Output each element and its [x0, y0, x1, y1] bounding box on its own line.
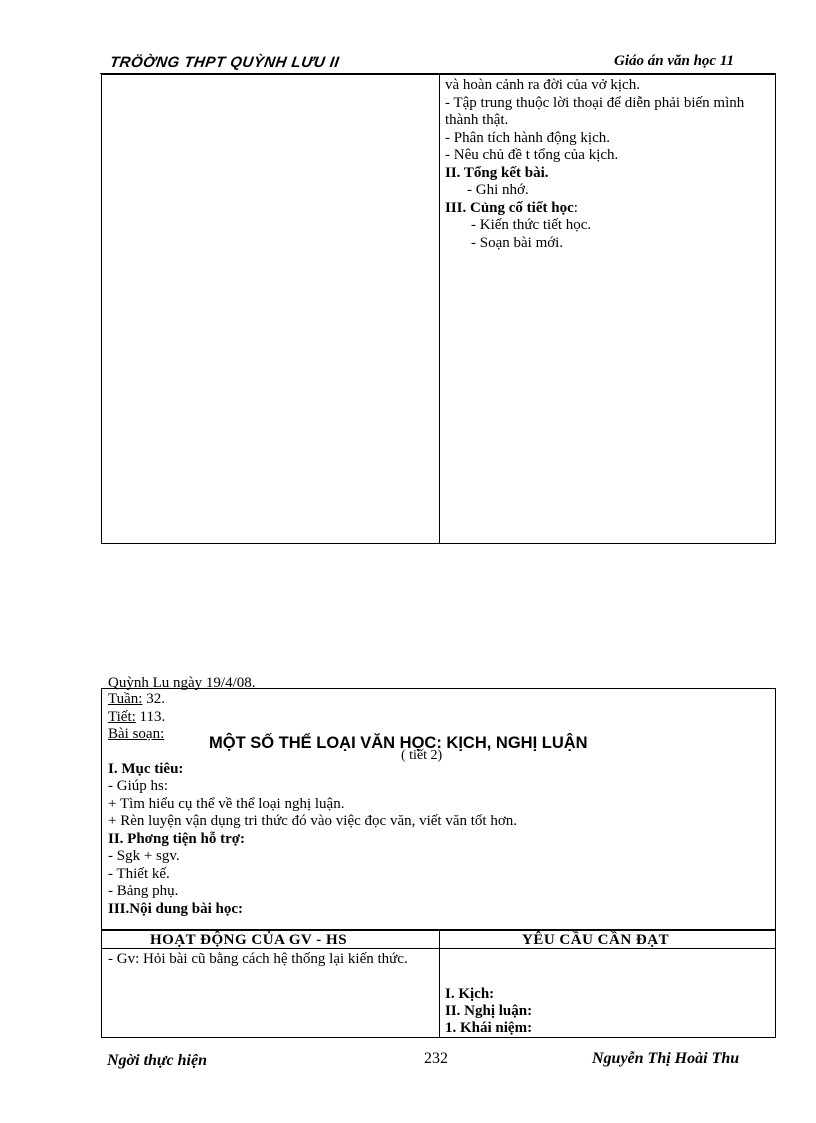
lesson-info: [108, 691, 768, 918]
col-header-requirements: YÊU CẦU CẦN ĐẠT: [522, 932, 670, 948]
week-row: Tuần: 32.: [108, 691, 165, 707]
tool-line: - Thiết kế.: [108, 865, 170, 882]
objective-line: + Rèn luyện vận dụng tri thức đó vào việc đọc văn, viết văn tốt hơn.: [108, 813, 518, 829]
requirement-item: I. Kịch:: [445, 986, 495, 1002]
req-line: - Tập trung thuộc lời thoại để diễn phải biến mình thành thật.: [445, 94, 745, 128]
summary-item: - Ghi nhớ.: [467, 182, 529, 198]
subject-title: Giáo án văn học 11: [614, 53, 735, 69]
page-number: 232: [424, 1050, 448, 1067]
review-item: - Soạn bài mới.: [471, 234, 564, 251]
requirement-item: II. Nghị luận:: [445, 1003, 533, 1019]
req-line: - Phân tích hành động kịch.: [445, 129, 610, 146]
column-divider: [439, 75, 440, 543]
activity-text: - Gv: Hỏi bài cũ bằng cách hệ thống lại kiến thức.: [108, 951, 408, 967]
plan-row: Bài soạn:: [108, 726, 165, 742]
continuation-table: [101, 74, 776, 544]
objective-line: + Tìm hiểu cụ thể về thể loại nghị luận.: [108, 795, 345, 812]
lesson-title: MỘT SỐ THỂ LOẠI VĂN HỌC: KỊCH, NGHỊ LUẬN: [209, 734, 588, 752]
footer-author-name: Nguyễn Thị Hoài Thu: [592, 1050, 740, 1067]
objectives-heading: I. Mục tiêu:: [108, 760, 184, 777]
review-item: - Kiến thức tiết học.: [471, 217, 592, 233]
req-line: - Nêu chủ đề t tổng của kịch.: [445, 147, 619, 163]
requirements-column: [445, 77, 770, 252]
date-line: Quỳnh Lu ngày 19/4/08.: [108, 675, 256, 691]
requirement-item: 1. Khái niệm:: [445, 1020, 533, 1036]
content-heading: III.Nội dung bài học:: [108, 900, 244, 917]
review-heading: III. Củng cố tiết học:: [445, 199, 578, 216]
col-header-activities: HOẠT ĐỘNG CỦA GV - HS: [150, 932, 348, 948]
summary-heading: II. Tổng kết bài.: [445, 164, 549, 181]
period-row: Tiết: 113.: [108, 708, 166, 725]
footer-author-label: Ngời thực hiện: [107, 1052, 207, 1069]
tool-line: - Bảng phụ.: [108, 883, 179, 899]
tools-heading: II. Phơng tiện hỗ trợ:: [108, 830, 246, 847]
tool-line: - Sgk + sgv.: [108, 848, 180, 864]
lesson-subtitle: ( tiết 2): [401, 748, 443, 763]
objective-line: - Giúp hs:: [108, 778, 168, 794]
school-name: TRÖỜNG THPT QUỲNH LƯU II: [108, 54, 341, 71]
req-line: và hoàn cảnh ra đời của vở kịch.: [445, 77, 640, 93]
requirements-list: [445, 986, 765, 1037]
activities-divider: [439, 929, 440, 1037]
